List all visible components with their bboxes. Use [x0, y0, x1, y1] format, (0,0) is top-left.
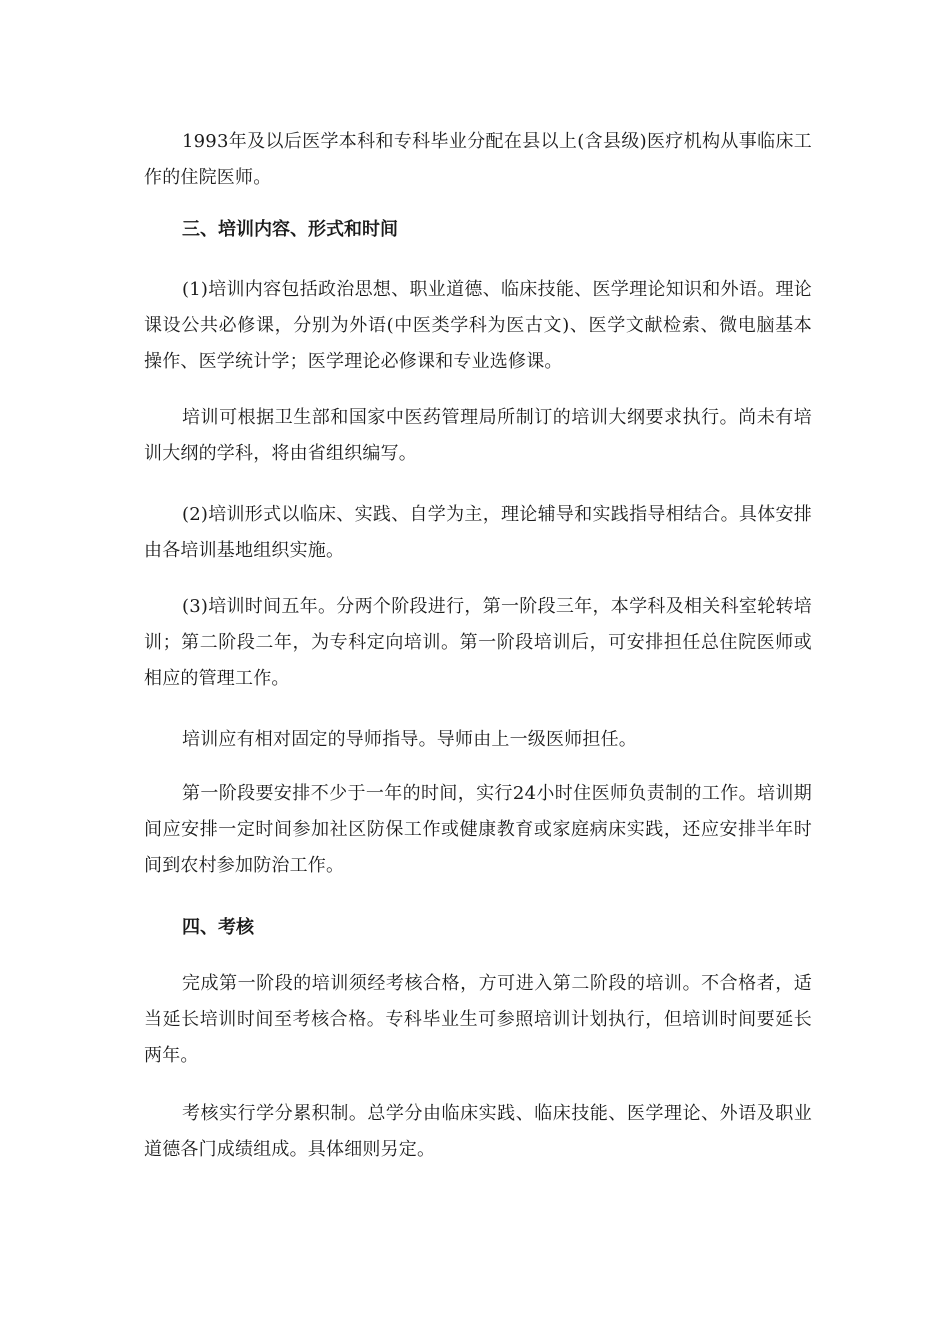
paragraph-eligibility: 1993年及以后医学本科和专科毕业分配在县以上(含县级)医疗机构从事临床工作的住院医师。: [144, 131, 812, 188]
paragraph-training-content: (1)培训内容包括政治思想、职业道德、临床技能、医学理论知识和外语。理论课设公共必修课，分别为外语(中医类学科为医古文)、医学文献检索、微电脑基本操作、医学统计学；医学理论必修课和专业选修课。: [144, 279, 812, 372]
paragraph-credit-system: 考核实行学分累积制。总学分由临床实践、临床技能、医学理论、外语及职业道德各门成绩组成。具体细则另定。: [144, 1103, 812, 1160]
paragraph-training-form: (2)培训形式以临床、实践、自学为主，理论辅导和实践指导相结合。具体安排由各培训基地组织实施。: [144, 504, 812, 561]
section-heading-training: 三、培训内容、形式和时间: [182, 219, 398, 240]
section-heading-assessment: 四、考核: [182, 917, 254, 938]
paragraph-first-stage: 第一阶段要安排不少于一年的时间，实行24小时住医师负责制的工作。培训期间应安排一定时间参加社区防保工作或健康教育或家庭病床实践，还应安排半年时间到农村参加防治工作。: [144, 783, 812, 876]
paragraph-assessment-pass: 完成第一阶段的培训须经考核合格，方可进入第二阶段的培训。不合格者，适当延长培训时间至考核合格。专科毕业生可参照培训计划执行，但培训时间要延长两年。: [144, 973, 812, 1066]
paragraph-mentor: 培训应有相对固定的导师指导。导师由上一级医师担任。: [182, 729, 637, 750]
paragraph-training-outline: 培训可根据卫生部和国家中医药管理局所制订的培训大纲要求执行。尚未有培训大纲的学科，将由省组织编写。: [144, 407, 812, 464]
paragraph-training-duration: (3)培训时间五年。分两个阶段进行，第一阶段三年，本学科及相关科室轮转培训；第二阶段二年，为专科定向培训。第一阶段培训后，可安排担任总住院医师或相应的管理工作。: [144, 596, 812, 689]
